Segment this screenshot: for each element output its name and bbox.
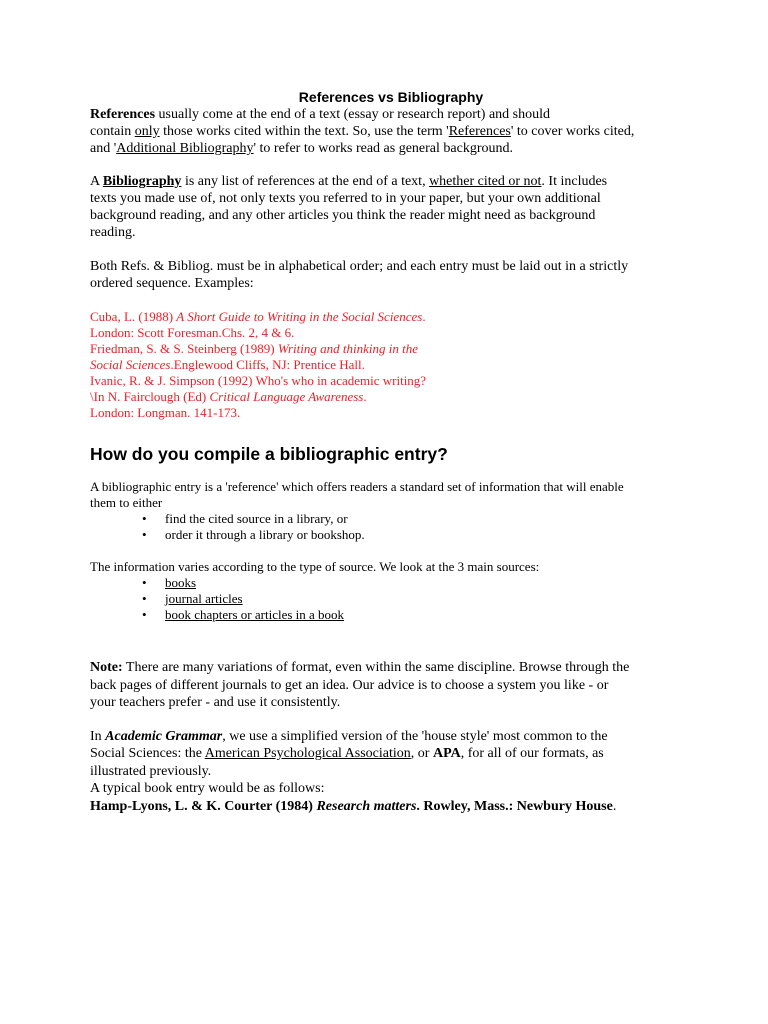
only-underlined: only (134, 124, 160, 139)
text-line: A Bibliography is any list of references at the end of a text, whether cited or not. It includes (90, 174, 608, 189)
text-line: The information varies according to the type of source. We look at the 3 main sources: (90, 559, 540, 574)
note-label: Note: (90, 660, 123, 675)
list-item (90, 607, 690, 623)
sources-paragraph (90, 559, 690, 623)
example-entry: Hamp-Lyons, L. & K. Courter (1984) Research matters. Rowley, Mass.: Newbury House. (90, 798, 617, 814)
reference-line: Social Sciences.Englewood Cliffs, NJ: Prentice Hall. (90, 357, 365, 372)
reference-line: Friedman, S. & S. Steinberg (1989) Writing and thinking in the (90, 341, 418, 356)
apa-term: APA (432, 746, 461, 761)
text-line: reading. (90, 225, 136, 240)
text-line: In Academic Grammar, we use a simplified version of the 'house style' most common to the (90, 728, 608, 744)
additional-bibliography-underlined: Additional Bibliography (116, 141, 254, 156)
page-title: References vs Bibliography (298, 89, 484, 105)
reference-line: Cuba, L. (1988) A Short Guide to Writing in the Social Sciences. (90, 309, 426, 324)
entry-paragraph (90, 479, 690, 543)
order-paragraph (90, 258, 690, 292)
list-item: • order it through a library or bookshop. (142, 527, 365, 542)
journal-articles-link[interactable]: journal articles (165, 591, 243, 606)
text-line: texts you made use of, not only texts you referred to in your paper, but your own additional (90, 191, 601, 206)
bullet-icon: • (142, 607, 147, 622)
text-line: background reading, and any other articles you think the reader might need as background (90, 208, 596, 223)
references-paragraph (90, 106, 690, 157)
list-item: • find the cited source in a library, or (142, 511, 348, 526)
text-line: Social Sciences: the American Psychological Association, or APA, for all of our formats, as (90, 746, 604, 761)
reference-line: London: Scott Foresman.Chs. 2, 4 & 6. (90, 325, 295, 340)
apa-link[interactable]: American Psychological Association (204, 746, 411, 761)
document-page (90, 88, 690, 815)
academic-grammar-term: Academic Grammar (105, 728, 223, 744)
text-line: contain only those works cited within the text. So, use the term 'References' to cover works cited, (90, 124, 635, 139)
books-link[interactable]: books (165, 575, 197, 590)
text-line: Both Refs. & Bibliog. must be in alphabetical order; and each entry must be laid out in a strictly (90, 259, 629, 274)
list-item (90, 575, 690, 591)
text-line: and 'Additional Bibliography' to refer to works read as general background. (90, 141, 513, 156)
bullet-icon: • (142, 511, 147, 526)
text-line: References usually come at the end of a text (essay or research report) and should (90, 107, 551, 122)
section-heading: How do you compile a bibliographic entry? (90, 444, 448, 464)
bullet-icon: • (142, 575, 147, 590)
book-chapters-link[interactable]: book chapters or articles in a book (165, 607, 345, 622)
bibliography-term: Bibliography (102, 174, 182, 189)
references-underlined: References (448, 124, 511, 139)
references-term: References (90, 107, 156, 122)
whether-cited-underlined: whether cited or not (429, 174, 542, 189)
reference-line: Ivanic, R. & J. Simpson (1992) Who's who in academic writing? (90, 373, 427, 388)
text-line: back pages of different journals to get an idea. Our advice is to choose a system you like - or (90, 677, 609, 693)
reference-line: \In N. Fairclough (Ed) Critical Language Awareness. (90, 389, 367, 404)
reference-line: London: Longman. 141-173. (90, 405, 241, 420)
text-line: A typical book entry would be as follows: (90, 781, 325, 796)
text-line: A bibliographic entry is a 'reference' which offers readers a standard set of information that will enable (90, 479, 624, 494)
text-line: them to either (90, 495, 163, 510)
list-item (90, 591, 690, 607)
bibliography-paragraph (90, 173, 690, 241)
bullet-list (90, 511, 690, 543)
reference-examples (90, 309, 690, 421)
note-paragraph (90, 659, 690, 712)
apa-paragraph (90, 728, 690, 816)
bullet-icon: • (142, 527, 147, 542)
text-line: ordered sequence. Examples: (90, 276, 254, 291)
text-line: illustrated previously. (90, 763, 212, 779)
text-line: Note: There are many variations of format, even within the same discipline. Browse through the (90, 660, 630, 675)
bullet-icon: • (142, 591, 147, 606)
text-line: your teachers prefer - and use it consistently. (90, 695, 341, 710)
bullet-list (90, 575, 690, 623)
